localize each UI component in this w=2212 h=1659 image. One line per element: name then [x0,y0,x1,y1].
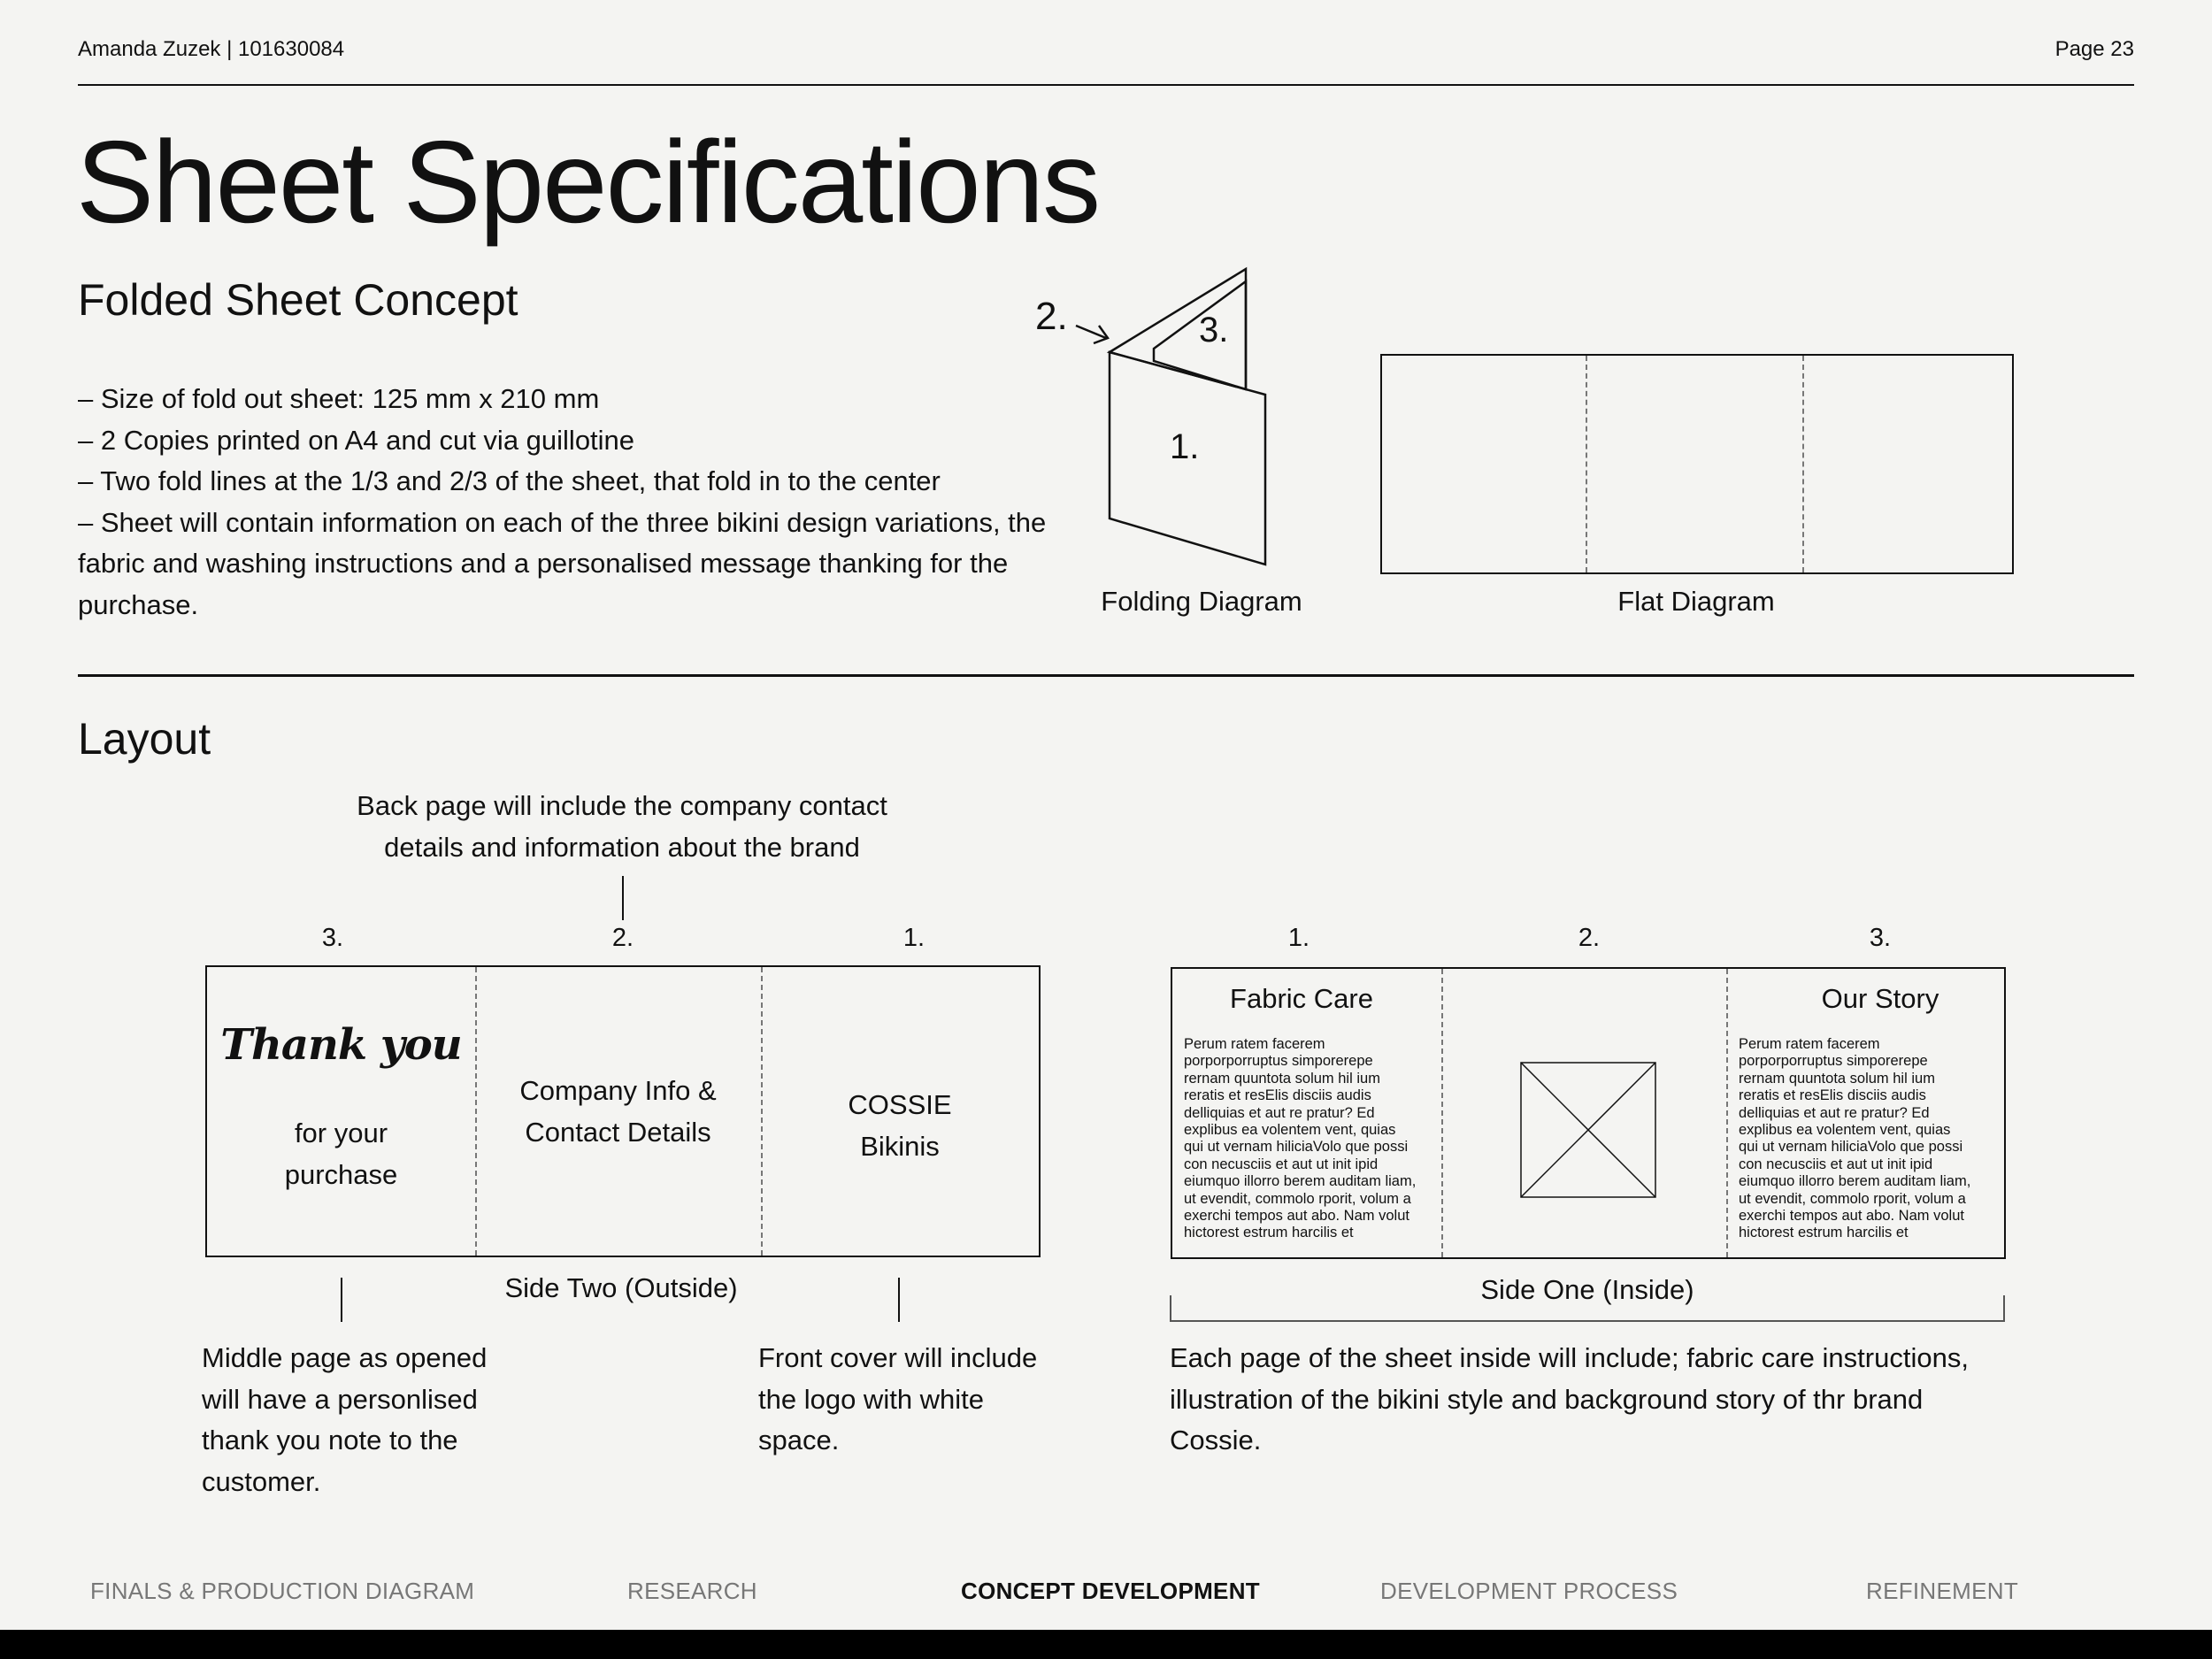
text-line: Company Info & [519,1075,717,1106]
text-line: con necusciis et aut ut init ipid [1184,1156,1379,1172]
text-line: exerchi tempos aut abo. Nam volut [1739,1208,1964,1225]
callout-line [622,876,624,920]
fold-line [1586,356,1587,572]
panel-number: 3. [1869,924,1892,952]
bottom-bar [0,1630,2212,1659]
text-line: rernam quuntota solum hil ium [1739,1070,1935,1087]
text-line: hictorest estrum harcilis et [1739,1225,1909,1241]
panel-number: 2. [1578,924,1601,952]
panel-number: 3. [321,924,344,952]
text-line: eiumquo illorro berem auditam liam, [1184,1173,1417,1190]
our-story-text [1739,1036,1991,1242]
nav-development-process[interactable]: DEVELOPMENT PROCESS [1380,1578,1678,1604]
side-one-sheet [1171,967,2006,1259]
our-story-title: Our Story [1821,983,1939,1014]
side-two-sheet [205,965,1041,1257]
spec-item: – Size of fold out sheet: 125 mm x 210 mm [78,383,600,414]
nav-refinement[interactable]: REFINEMENT [1866,1578,2018,1604]
text-line: the logo with white [758,1383,985,1415]
spec-item: – Two fold lines at the 1/3 and 2/3 of the sheet, that fold in to the center [78,465,941,496]
author-header: Amanda Zuzek | 101630084 [78,37,345,61]
text-line: COSSIE [848,1089,952,1120]
text-line: porporporruptus simporerepe [1739,1053,1928,1070]
text-line: rernam quuntota solum hil ium [1184,1070,1380,1087]
page-title: Sheet Specifications [76,117,1100,247]
text-line: illustration of the bikini style and background story of thr brand [1170,1383,1924,1415]
side-one-bracket [1170,1295,2005,1322]
text-line: reratis et resElis disciis audis [1739,1087,1926,1104]
text-line: qui ut vernam hiliciaVolo que possi [1739,1139,1963,1156]
text-line: for your [294,1118,388,1148]
text-line: Middle page as opened [202,1342,488,1373]
text-line: Perum ratem facerem [1184,1036,1325,1052]
layout-heading: Layout [78,714,211,764]
spec-item: – Sheet will contain information on each of the three bikini design variations, the fabric and washing instructions and a personalised message thanking for the purchase. [78,506,1047,620]
image-placeholder-icon [1520,1062,1657,1199]
text-line: explibus ea volentem vent, quias [1184,1122,1396,1139]
text-line: customer. [202,1465,321,1497]
text-line: hictorest estrum harcilis et [1184,1225,1354,1241]
folding-diagram-label: Folding Diagram [1101,586,1302,617]
inside-note [1170,1338,2055,1462]
side-one-label: Side One (Inside) [1480,1274,1694,1305]
header-divider [78,84,2134,86]
nav-research[interactable]: RESEARCH [627,1578,757,1604]
fold-number-1: 1. [1170,427,1200,466]
callout-line [341,1278,342,1322]
middle-page-note [202,1338,573,1502]
section-divider [78,674,2134,677]
note-line: details and information about the brand [384,831,860,863]
front-cover-note [758,1338,1130,1462]
text-line: explibus ea volentem vent, quias [1739,1122,1951,1139]
fold-line [1726,969,1728,1257]
panel-number: 1. [902,924,926,952]
text-line: Perum ratem facerem [1739,1036,1880,1052]
panel-number: 1. [1287,924,1310,952]
fold-line [1802,356,1804,572]
text-line: ut evendit, commolo rporit, volum a [1739,1190,1966,1207]
folded-sheet-subtitle: Folded Sheet Concept [78,275,518,325]
page-number: Page 23 [2055,37,2134,61]
text-line: delliquias et aut re pratur? Ed [1739,1104,1930,1121]
brand-cover [761,1085,1039,1167]
text-line: purchase [284,1158,398,1190]
flat-diagram-label: Flat Diagram [1617,586,1775,617]
fold-number-3: 3. [1199,311,1229,349]
nav-concept-development[interactable]: CONCEPT DEVELOPMENT [961,1578,1260,1604]
text-line: qui ut vernam hiliciaVolo que possi [1184,1139,1409,1156]
note-line: Back page will include the company contact [357,790,887,821]
fabric-care-text [1184,1036,1436,1242]
text-line: Front cover will include [758,1342,1038,1373]
text-line: Cossie. [1170,1425,1262,1455]
text-line: delliquias et aut re pratur? Ed [1184,1104,1375,1121]
thank-you-script: Thank you [220,1020,462,1070]
purchase-note [207,1113,475,1195]
side-two-label: Side Two (Outside) [504,1272,738,1303]
text-line: Contact Details [525,1116,711,1148]
flat-diagram [1380,354,2014,574]
text-line: space. [758,1425,840,1455]
company-info [475,1071,761,1153]
text-line: exerchi tempos aut abo. Nam volut [1184,1208,1409,1225]
text-line: eiumquo illorro berem auditam liam, [1739,1173,1971,1190]
text-line: ut evendit, commolo rporit, volum a [1184,1190,1411,1207]
text-line: Bikinis [860,1130,940,1162]
text-line: con necusciis et aut ut init ipid [1739,1156,1933,1172]
text-line: will have a personlised [202,1383,478,1415]
text-line: Each page of the sheet inside will include; fabric care instructions, [1170,1342,1969,1373]
folding-diagram [1026,257,1292,584]
text-line: porporporruptus simporerepe [1184,1053,1373,1070]
fold-number-2: 2. [1035,295,1068,338]
text-line: reratis et resElis disciis audis [1184,1087,1371,1104]
callout-line [898,1278,900,1322]
spec-list [78,379,1069,626]
panel-number: 2. [611,924,634,952]
nav-finals-production[interactable]: FINALS & PRODUCTION DIAGRAM [90,1578,475,1604]
spec-item: – 2 Copies printed on A4 and cut via guillotine [78,424,635,456]
fold-line [1441,969,1443,1257]
back-page-note [268,786,976,868]
text-line: thank you note to the [202,1425,458,1455]
fabric-care-title: Fabric Care [1230,983,1373,1014]
